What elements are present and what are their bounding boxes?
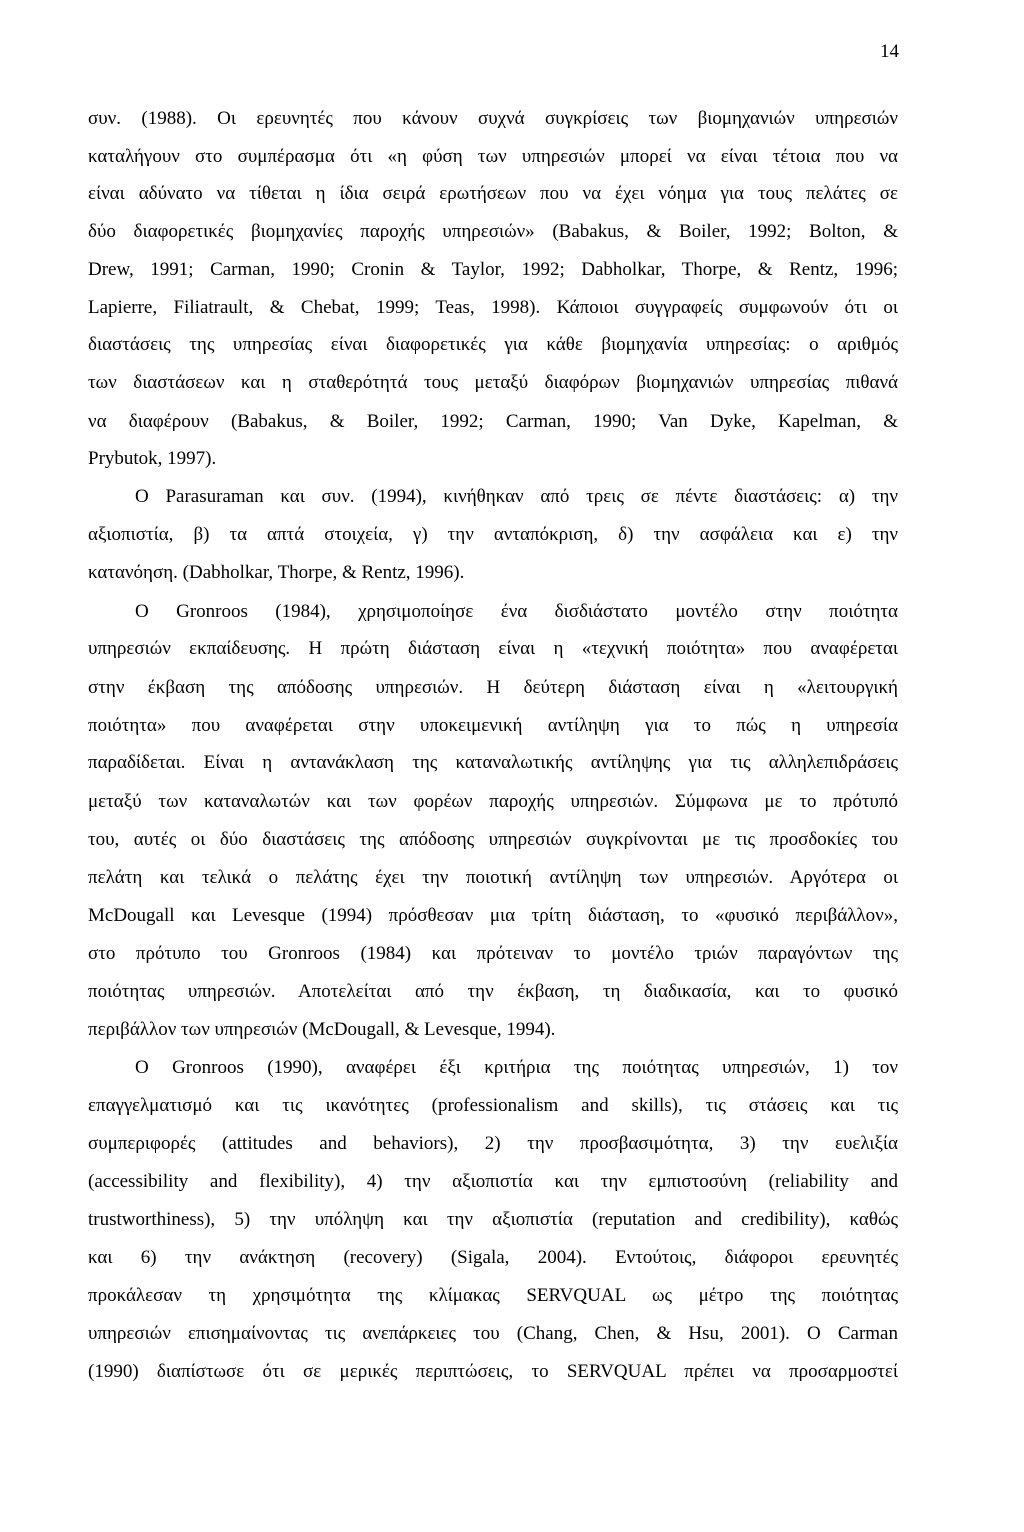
text-line: αξιοπιστία, β) τα απτά στοιχεία, γ) την ανταπόκριση, δ) την ασφάλεια και ε) την [88,524,898,545]
text-line: μεταξύ των καταναλωτών και των φορέων παροχής υπηρεσιών. Σύμφωνα με το πρότυπό [88,791,898,812]
text-line: καταλήγουν στο συμπέρασμα ότι «η φύση των υπηρεσιών μπορεί να είναι τέτοια που να [88,146,898,167]
text-line: κατανόηση. (Dabholkar, Thorpe, & Rentz, 1996). [88,562,465,583]
text-line: δύο διαφορετικές βιομηχανίες παροχής υπηρεσιών» (Babakus, & Boiler, 1992; Bolton, & [88,221,898,242]
text-line: παραδίδεται. Είναι η αντανάκλαση της καταναλωτικής αντίληψης για τις αλληλεπιδράσεις [88,752,898,773]
text-line: στην έκβαση της απόδοσης υπηρεσιών. Η δεύτερη διάσταση είναι η «λειτουργική [88,677,898,698]
text-line: ποιότητα» που αναφέρεται στην υποκειμενική αντίληψη για το πώς η υπηρεσία [88,715,898,736]
text-line: πελάτη και τελικά ο πελάτης έχει την ποιοτική αντίληψη των υπηρεσιών. Αργότερα οι [88,867,898,888]
text-line: είναι αδύνατο να τίθεται η ίδια σειρά ερωτήσεων που να έχει νόημα για τους πελάτες σε [88,183,898,204]
text-line: trustworthiness), 5) την υπόληψη και την αξιοπιστία (reputation and credibility), καθώς [88,1209,898,1230]
text-line: ποιότητας υπηρεσιών. Αποτελείται από την έκβαση, τη διαδικασία, και το φυσικό [88,981,898,1002]
text-line: να διαφέρουν (Babakus, & Boiler, 1992; Carman, 1990; Van Dyke, Kapelman, & [88,411,898,432]
text-line: Ο Gronroos (1990), αναφέρει έξι κριτήρια της ποιότητας υπηρεσιών, 1) τον [135,1057,898,1078]
text-line: διαστάσεις της υπηρεσίας είναι διαφορετικές για κάθε βιομηχανία υπηρεσίας: ο αριθμός [88,334,898,355]
text-line: των διαστάσεων και η σταθερότητά τους μεταξύ διαφόρων βιομηχανιών υπηρεσίας πιθανά [88,372,898,393]
text-line: περιβάλλον των υπηρεσιών (McDougall, & Levesque, 1994). [88,1019,556,1040]
text-line: του, αυτές οι δύο διαστάσεις της απόδοσης υπηρεσιών συγκρίνονται με τις προσδοκίες του [88,829,898,850]
text-line: Lapierre, Filiatrault, & Chebat, 1999; Teas, 1998). Κάποιοι συγγραφείς συμφωνούν ότι οι [88,297,898,318]
text-line: στο πρότυπο του Gronroos (1984) και πρότειναν το μοντέλο τριών παραγόντων της [88,943,898,964]
text-line: επαγγελματισμό και τις ικανότητες (professionalism and skills), τις στάσεις και τις [88,1095,898,1116]
page-number: 14 [880,41,899,62]
text-line: Ο Parasuraman και συν. (1994), κινήθηκαν από τρεις σε πέντε διαστάσεις: α) την [135,486,898,507]
text-line: (accessibility and flexibility), 4) την αξιοπιστία και την εμπιστοσύνη (reliability and [88,1171,898,1192]
text-line: McDougall και Levesque (1994) πρόσθεσαν μια τρίτη διάσταση, το «φυσικό περιβάλλον», [88,905,898,926]
text-line: Prybutok, 1997). [88,448,217,469]
text-line: υπηρεσιών εκπαίδευσης. Η πρώτη διάσταση είναι η «τεχνική ποιότητα» που αναφέρεται [88,638,898,659]
text-line: συν. (1988). Οι ερευνητές που κάνουν συχνά συγκρίσεις των βιομηχανιών υπηρεσιών [88,108,898,129]
text-line: Drew, 1991; Carman, 1990; Cronin & Taylor, 1992; Dabholkar, Thorpe, & Rentz, 1996; [88,259,898,280]
text-line: και 6) την ανάκτηση (recovery) (Sigala, 2004). Εντούτοις, διάφοροι ερευνητές [88,1247,898,1268]
text-line: (1990) διαπίστωσε ότι σε μερικές περιπτώσεις, το SERVQUAL πρέπει να προσαρμοστεί [88,1361,898,1382]
text-line: προκάλεσαν τη χρησιμότητα της κλίμακας SERVQUAL ως μέτρο της ποιότητας [88,1285,898,1306]
text-line: Ο Gronroos (1984), χρησιμοποίησε ένα δισδιάστατο μοντέλο στην ποιότητα [135,601,898,622]
text-line: συμπεριφορές (attitudes and behaviors), 2) την προσβασιμότητα, 3) την ευελιξία [88,1133,898,1154]
text-line: υπηρεσιών επισημαίνοντας τις ανεπάρκειες του (Chang, Chen, & Hsu, 2001). Ο Carman [88,1323,898,1344]
